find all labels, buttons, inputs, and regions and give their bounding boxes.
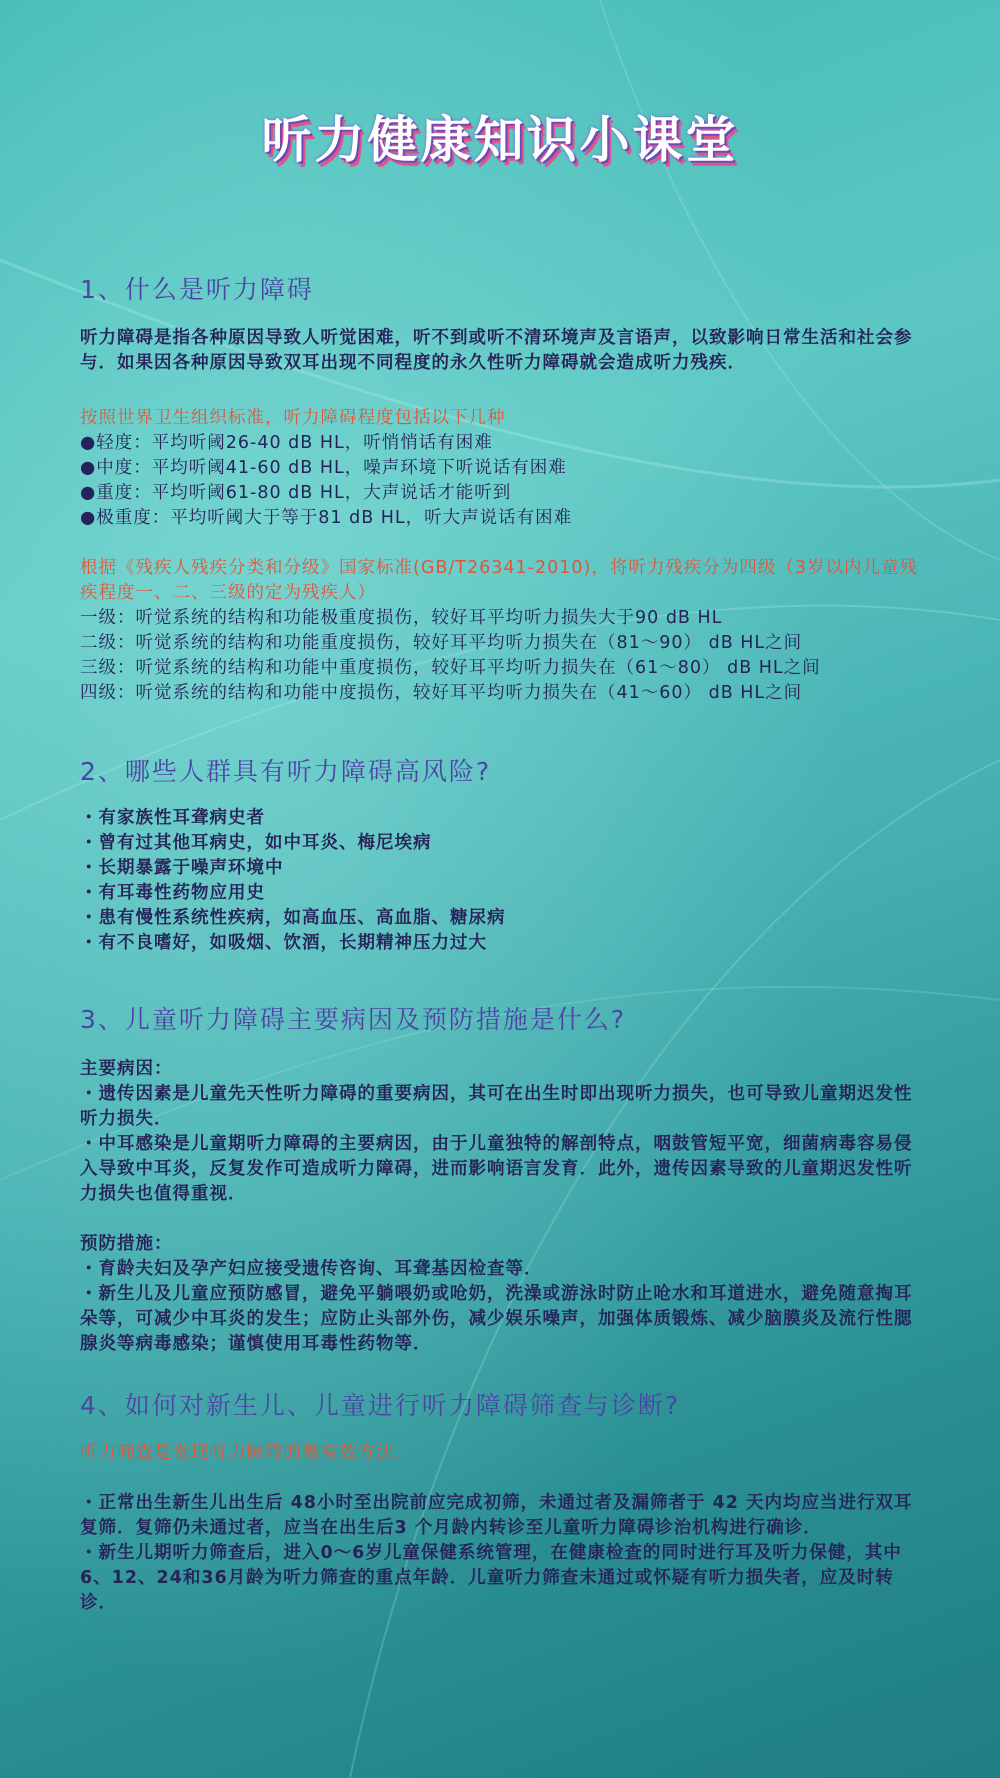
list-item: ・有不良嗜好，如吸烟、饮酒，长期精神压力过大 [80, 933, 487, 953]
list-item: ・遗传因素是儿童先天性听力障碍的重要病因，其可在出生时即出现听力损失，也可导致儿童期迟发性听力损失． [80, 1084, 913, 1129]
gb-standard-list [80, 606, 928, 706]
list-item: ●极重度：平均听阈大于等于81 dB HL，听大声说话有困难 [80, 508, 573, 528]
list-item: 一级：听觉系统的结构和功能极重度损伤，较好耳平均听力损失大于90 dB HL [80, 608, 723, 628]
section-3-body [80, 1057, 928, 1357]
who-standard-title: 按照世界卫生组织标准，听力障碍程度包括以下几种 [80, 408, 506, 428]
who-standard-list [80, 431, 928, 531]
list-item: ・新生儿期听力筛查后，进入0～6岁儿童保健系统管理，在健康检查的同时进行耳及听力保健，其中6、12、24和36月龄为听力筛查的重点年龄．儿童听力筛查未通过或怀疑有听力损失者，应及时转诊． [80, 1543, 902, 1613]
causes-title: 主要病因： [80, 1059, 173, 1079]
list-item: ・长期暴露于噪声环境中 [80, 858, 284, 878]
section-1-heading: 1、什么是听力障碍 [80, 275, 314, 304]
list-item: ・有家族性耳聋病史者 [80, 808, 265, 828]
list-item: ●轻度：平均听阈26-40 dB HL，听悄悄话有困难 [80, 433, 493, 453]
list-item: ●中度：平均听阈41-60 dB HL，噪声环境下听说话有困难 [80, 458, 567, 478]
risk-group-list [80, 806, 928, 956]
screening-highlight: 听力筛查是发现听力障碍的最有效方法． [80, 1443, 413, 1463]
list-item: ・正常出生新生儿出生后 48小时至出院前应完成初筛，未通过者及漏筛者于 42 天内均应当进行双耳复筛．复筛仍未通过者，应当在出生后3 个月龄内转诊至儿童听力障碍诊治机构进行确诊． [80, 1493, 913, 1538]
spacer [80, 1207, 928, 1232]
section-3-heading: 3、儿童听力障碍主要病因及预防措施是什么? [80, 1005, 627, 1034]
screening-list [80, 1491, 928, 1616]
section-1-intro: 听力障碍是指各种原因导致人听觉困难，听不到或听不清环境声及言语声，以致影响日常生活和社会参与．如果因各种原因导致双耳出现不同程度的永久性听力障碍就会造成听力残疾． [80, 328, 913, 373]
list-item: ・中耳感染是儿童期听力障碍的主要病因，由于儿童独特的解剖特点，咽鼓管短平宽，细菌病毒容易侵入导致中耳炎，反复发作可造成听力障碍，进而影响语言发育．此外，遗传因素导致的儿童期迟发性听力损失也值得重视． [80, 1134, 913, 1204]
list-item: ・新生儿及儿童应预防感冒，避免平躺喂奶或呛奶，洗澡或游泳时防止呛水和耳道进水，避免随意掏耳朵等，可减少中耳炎的发生；应防止头部外伤，减少娱乐噪声，加强体质锻炼、减少脑膜炎及流行性腮腺炎等病毒感染；谨慎使用耳毒性药物等． [80, 1284, 913, 1354]
list-item: ・育龄夫妇及孕产妇应接受遗传咨询、耳聋基因检查等． [80, 1259, 543, 1279]
list-item: ・曾有过其他耳病史，如中耳炎、梅尼埃病 [80, 833, 432, 853]
list-item: ・有耳毒性药物应用史 [80, 883, 265, 903]
gb-standard-title: 根据《残疾人残疾分类和分级》国家标准(GB/T26341-2010)，将听力残疾分为四级（3岁以内儿童残疾程度一、二、三级的定为残疾人） [80, 558, 918, 603]
section-4-heading: 4、如何对新生儿、儿童进行听力障碍筛查与诊断? [80, 1391, 681, 1420]
list-item: 二级：听觉系统的结构和功能重度损伤，较好耳平均听力损失在（81～90） dB HL之间 [80, 633, 803, 653]
list-item: ●重度：平均听阈61-80 dB HL，大声说话才能听到 [80, 483, 512, 503]
list-item: 四级：听觉系统的结构和功能中度损伤，较好耳平均听力损失在（41～60） dB HL之间 [80, 683, 803, 703]
list-item: ・患有慢性系统性疾病，如高血压、高血脂、糖尿病 [80, 908, 506, 928]
prevention-title: 预防措施： [80, 1234, 173, 1254]
list-item: 三级：听觉系统的结构和功能中重度损伤，较好耳平均听力损失在（61～80） dB HL之间 [80, 658, 821, 678]
page-title: 听力健康知识小课堂 [261, 111, 739, 169]
section-2-heading: 2、哪些人群具有听力障碍高风险? [80, 757, 492, 786]
